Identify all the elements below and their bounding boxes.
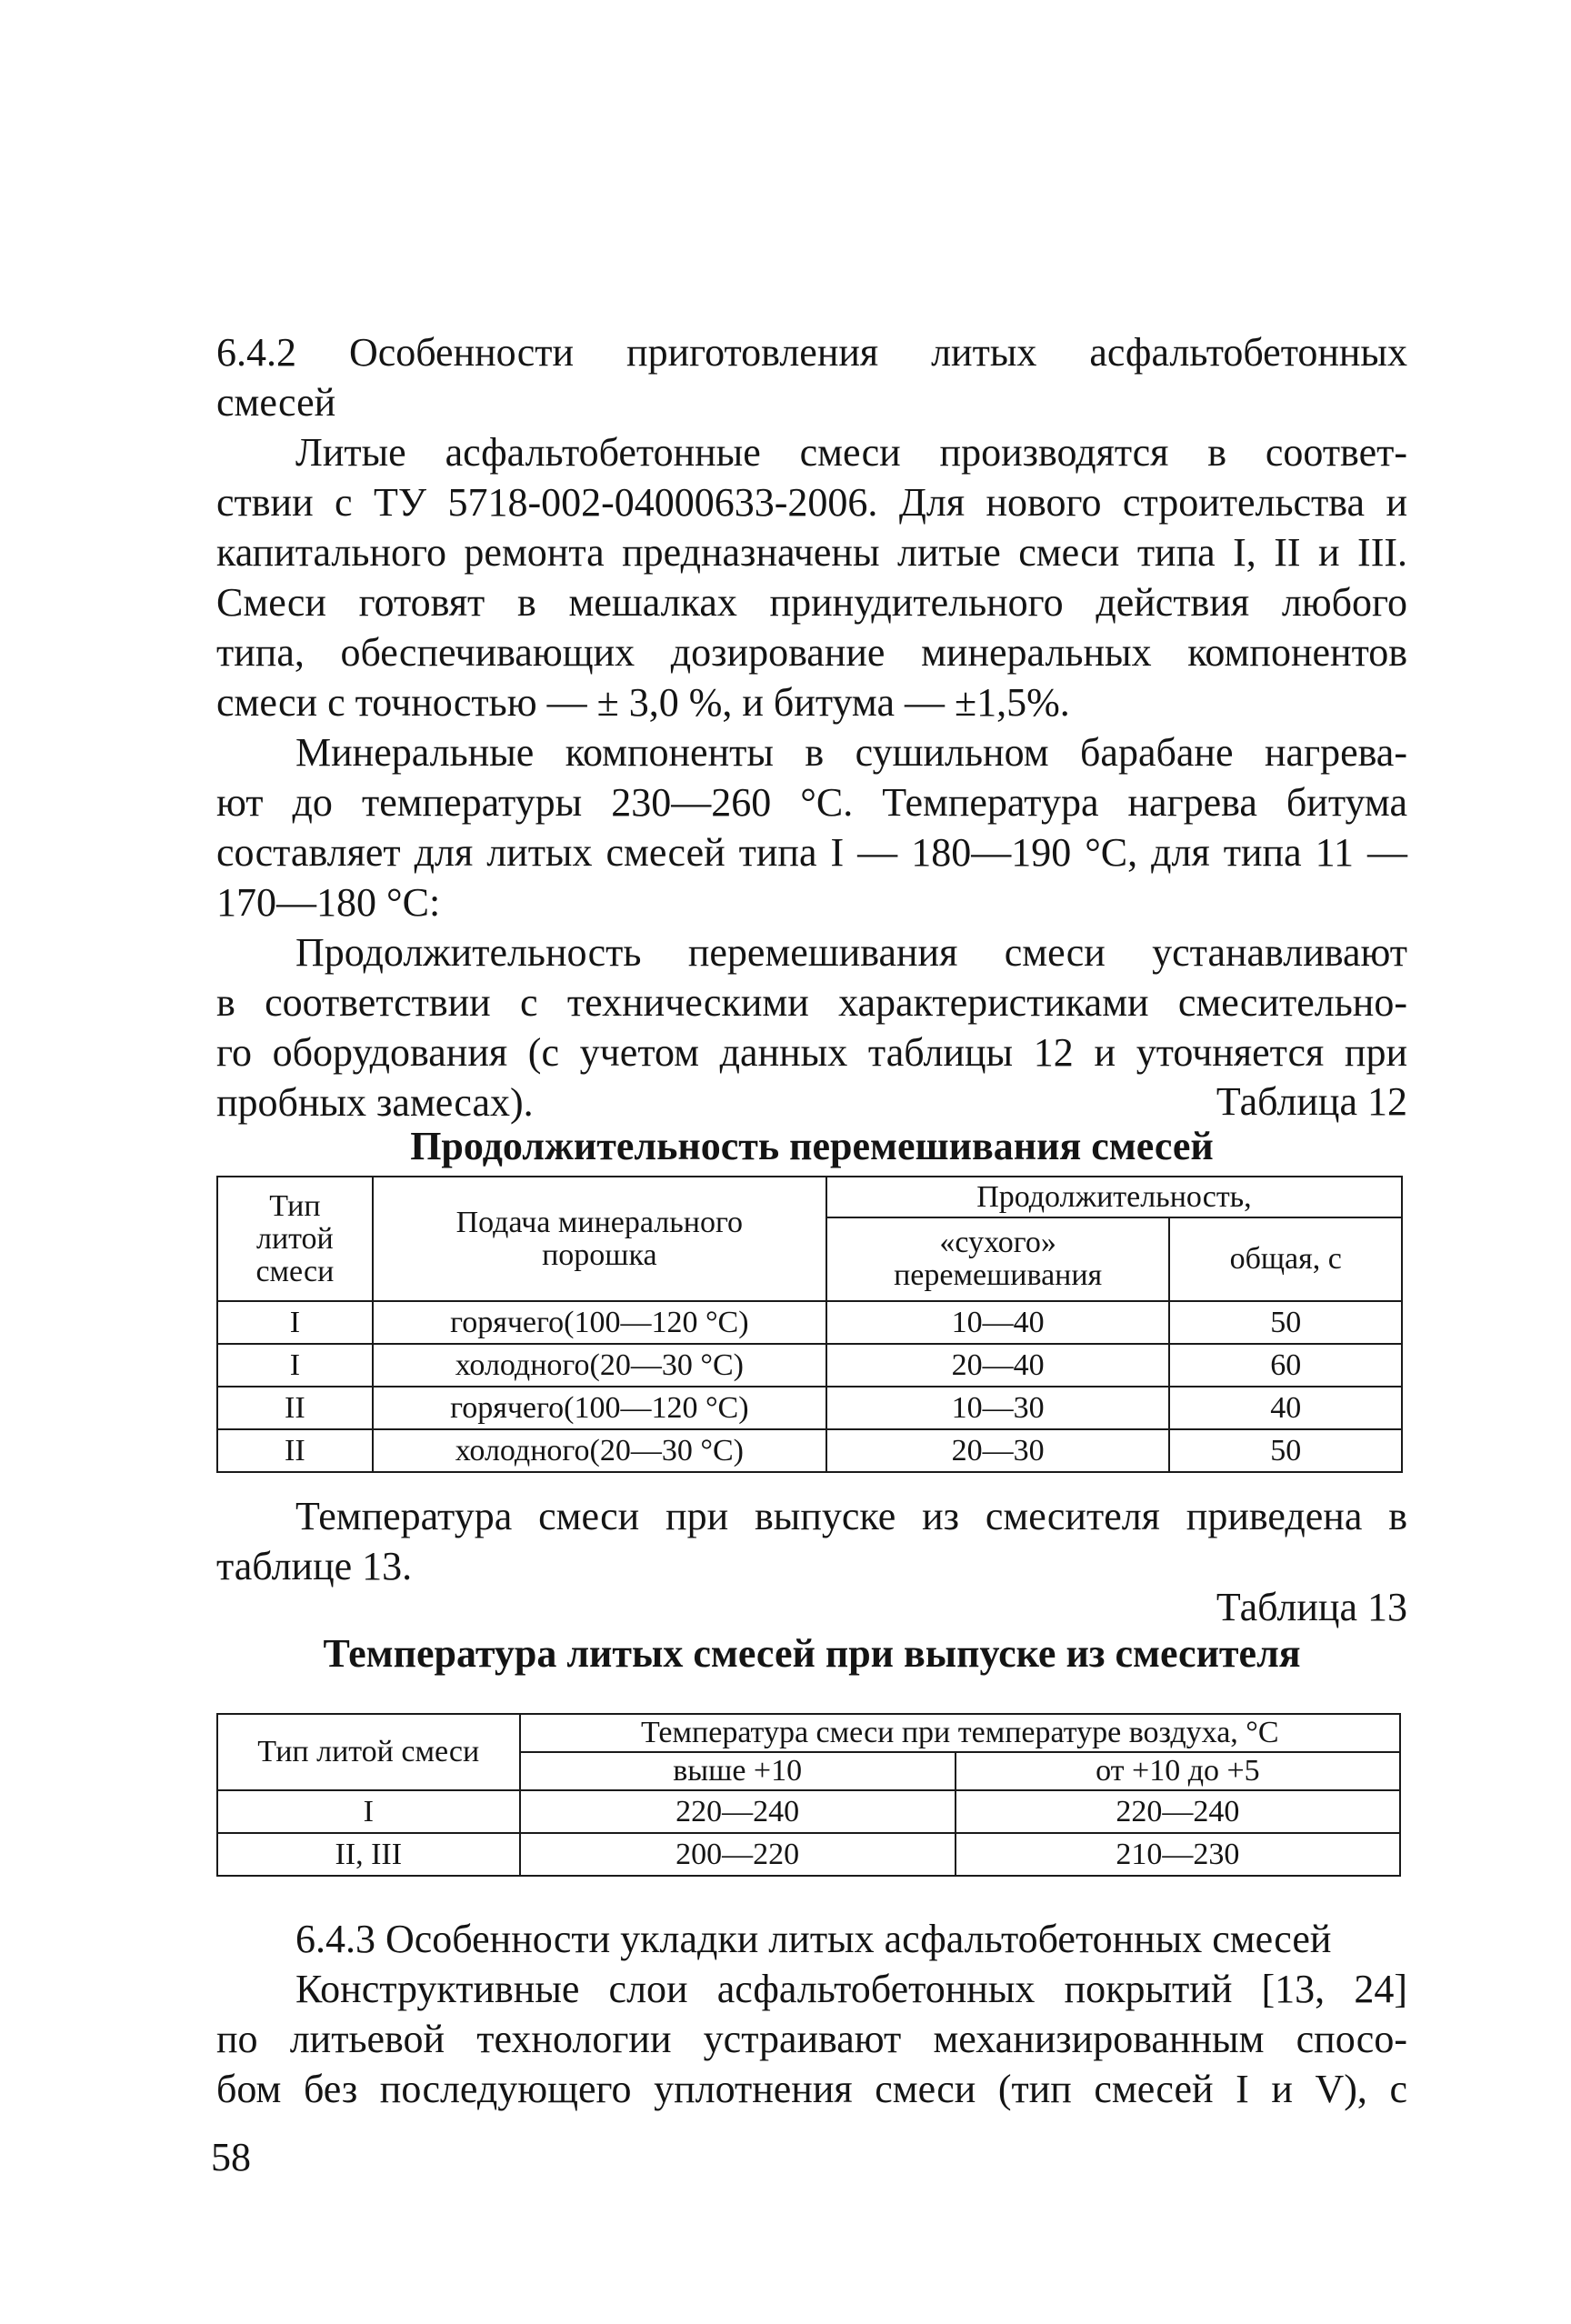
paragraph-line: Продолжительность перемешивания смеси устанавливают [295, 930, 1407, 975]
table-row: I горячего(100—120 °С) 10—40 50 [217, 1301, 1402, 1344]
table-row: II холодного(20—30 °С) 20—30 50 [217, 1429, 1402, 1472]
mixing-duration-table [216, 1176, 1403, 1473]
table-row: II горячего(100—120 °С) 10—30 40 [217, 1387, 1402, 1429]
paragraph-line: Литые асфальтобетонные смеси производятся в соответ- [295, 430, 1407, 475]
section-heading-cont: смесей [216, 380, 336, 425]
paragraph-line: таблице 13. [216, 1544, 413, 1588]
table-title: Продолжительность перемешивания смесей [410, 1124, 1214, 1168]
paragraph-line: капитального ремонта предназначены литые смеси типа I, II и III. [216, 530, 1407, 575]
paragraph-line: ствии с ТУ 5718-002-04000633-2006. Для нового строительства и [216, 480, 1407, 525]
paragraph-line: Конструктивные слои асфальтобетонных покрытий [13, 24] [295, 1967, 1407, 2011]
paragraph-line: бом без последующего уплотнения смеси (тип смесей I и V), с [216, 2067, 1407, 2111]
paragraph-line: по литьевой технологии устраивают механизированным спосо- [216, 2017, 1407, 2061]
paragraph-line: ют до температуры 230—260 °С. Температура нагрева битума [216, 780, 1407, 825]
mix-temperature-table [216, 1713, 1401, 1877]
table-row: I холодного(20—30 °С) 20—40 60 [217, 1344, 1402, 1387]
paragraph-line: го оборудования (с учетом данных таблицы 12 и уточняется при [216, 1030, 1407, 1075]
paragraph-line: в соответствии с техническими характеристиками смесительно- [216, 980, 1407, 1025]
header-duration: Продолжительность, [826, 1177, 1402, 1217]
table-row: II, III 200—220 210—230 [217, 1833, 1400, 1876]
header-temperature: Температура смеси при температуре воздуха, °С [520, 1714, 1400, 1752]
section-heading: 6.4.2 Особенности приготовления литых асфальтобетонных [216, 330, 1407, 375]
table-title: Температура литых смесей при выпуске из смесителя [323, 1631, 1301, 1676]
paragraph-line: пробных замесах). [216, 1080, 534, 1125]
header-dry-mixing: «сухого» перемешивания [826, 1217, 1170, 1301]
paragraph-line: составляет для литых смесей типа I — 180—190 °С, для типа 11 — [216, 830, 1407, 875]
paragraph-line: смеси с точностью — ± 3,0 %, и битума — ±1,5%. [216, 680, 1070, 725]
paragraph-line: 170—180 °С: [216, 880, 441, 925]
header-powder: Подача минерального порошка [373, 1177, 826, 1301]
header-above: выше +10 [520, 1752, 956, 1790]
header-type: Тип литой смеси [217, 1714, 520, 1790]
paragraph-line: Минеральные компоненты в сушильном барабане нагрева- [295, 730, 1407, 775]
table-row: I 220—240 220—240 [217, 1790, 1400, 1833]
section-heading: 6.4.3 Особенности укладки литых асфальтобетонных смесей [295, 1917, 1332, 1961]
paragraph-line: Температура смеси при выпуске из смесителя приведена в [295, 1494, 1407, 1538]
page-number: 58 [211, 2135, 251, 2179]
table-label: Таблица 12 [1216, 1079, 1407, 1124]
header-total: общая, с [1169, 1217, 1402, 1301]
paragraph-line: Смеси готовят в мешалках принудительного действия любого [216, 580, 1407, 625]
header-range: от +10 до +5 [956, 1752, 1400, 1790]
paragraph-line: типа, обеспечивающих дозирование минеральных компонентов [216, 630, 1407, 675]
header-type: Тип литой смеси [217, 1177, 373, 1301]
table-label: Таблица 13 [1216, 1585, 1407, 1629]
